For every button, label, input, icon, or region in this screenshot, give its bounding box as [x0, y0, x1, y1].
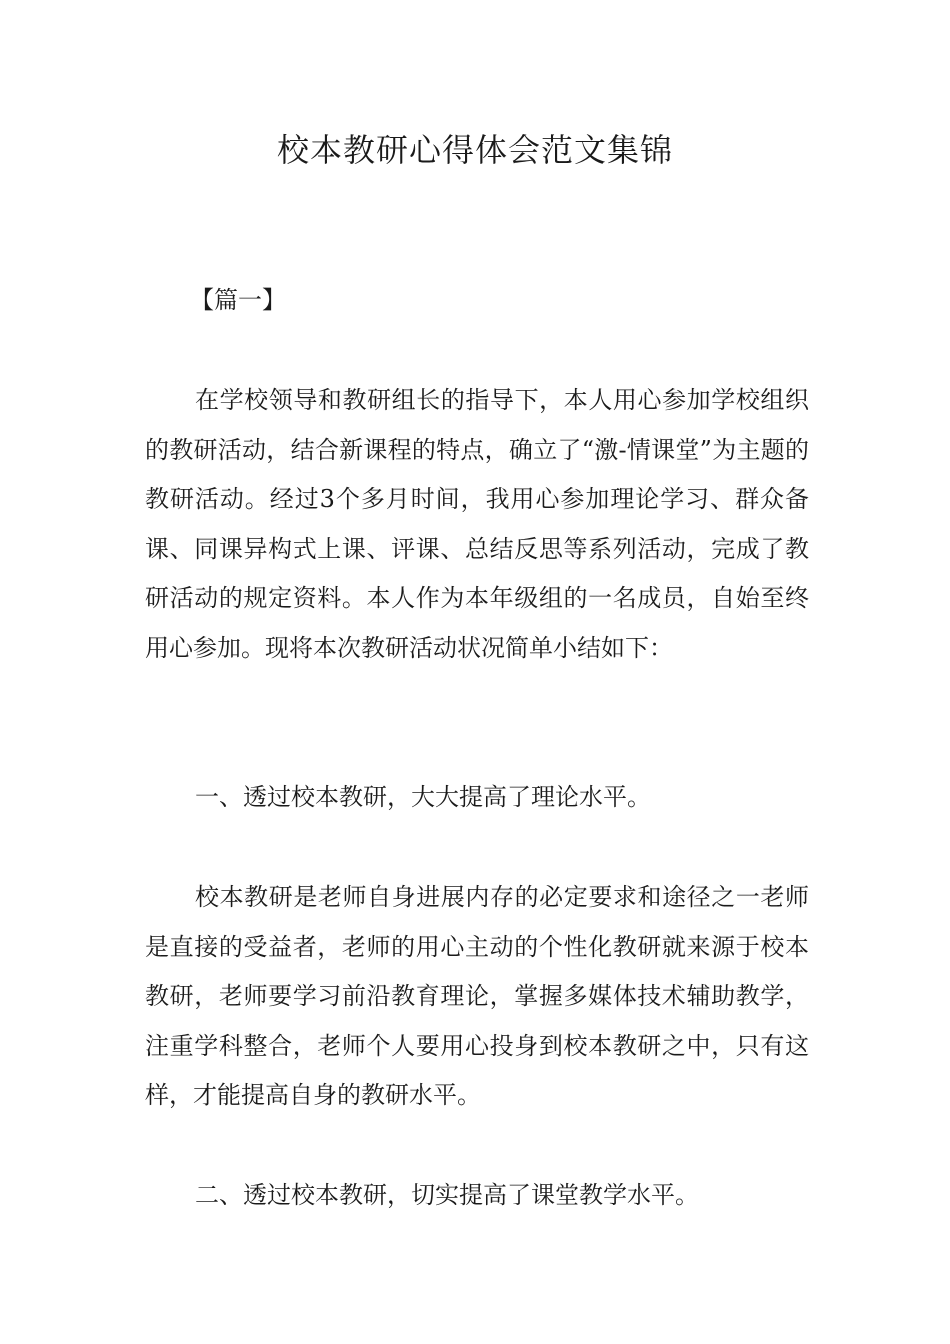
paragraph-body-one: 校本教研是老师自身进展内存的必定要求和途径之一老师是直接的受益者，老师的用心主动的个性化教研就来源于校本教研，老师要学习前沿教育理论，掌握多媒体技术辅助教学，注重学科整合，老师个人要用心投身到校本教研之中，只有这样，才能提高自身的教研水平。: [145, 883, 809, 1109]
document-title: 校本教研心得体会范文集锦: [276, 131, 673, 169]
section-label: 【篇一】: [190, 286, 286, 314]
paragraph-intro: 在学校领导和教研组长的指导下，本人用心参加学校组织的教研活动，结合新课程的特点，确立了“激-情课堂”为主题的教研活动。经过3个多月时间，我用心参加理论学习、群众备课、同课异构式上课、评课、总结反思等系列活动，完成了教研活动的规定资料。本人作为本年级组的一名成员，自始至终用心参加。现将本次教研活动状况简单小结如下：: [145, 386, 809, 662]
paragraph-heading-two: 二、透过校本教研，切实提高了课堂教学水平。: [195, 1181, 699, 1209]
paragraph-heading-one: 一、透过校本教研，大大提高了理论水平。: [195, 783, 651, 811]
